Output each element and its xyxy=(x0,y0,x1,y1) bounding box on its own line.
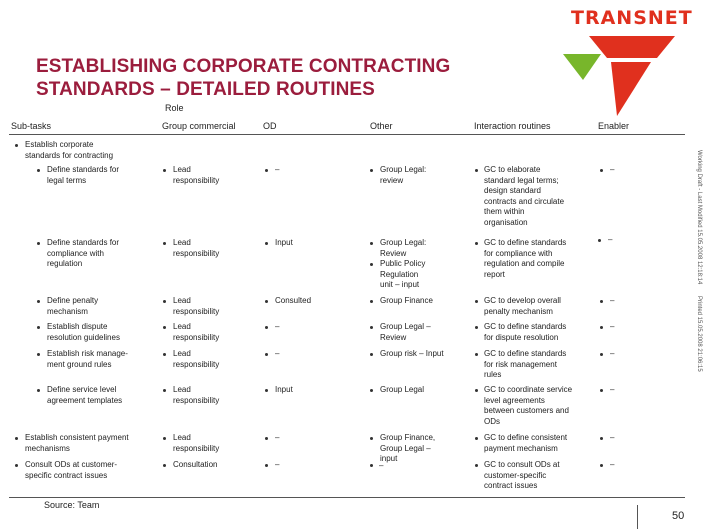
source-note: Source: Team xyxy=(44,500,100,510)
bullet xyxy=(370,300,373,303)
other-cell: Group Finance, Group Legal – input xyxy=(380,433,436,463)
column-header-group-commercial: Group commercial xyxy=(162,121,236,131)
enabler-cell: – xyxy=(610,322,615,331)
bullet xyxy=(15,437,18,440)
footer-vertical-divider xyxy=(637,505,638,529)
bullet xyxy=(37,353,40,356)
role-label: Role xyxy=(165,103,184,113)
enabler-cell: – xyxy=(610,165,615,174)
bullet xyxy=(37,169,40,172)
od-cell: – xyxy=(275,433,280,442)
other-cell: Group Legal xyxy=(380,385,425,394)
od-cell: Consulted xyxy=(275,296,312,305)
od-cell: Input xyxy=(275,385,293,394)
od-cell: – xyxy=(275,349,280,358)
subtask-cell: Establish risk manage- ment ground rules xyxy=(47,349,128,369)
group-commercial-cell: Lead responsibility xyxy=(173,349,220,369)
title-line-1: ESTABLISHING CORPORATE CONTRACTING xyxy=(36,56,451,77)
bullet xyxy=(37,326,40,329)
page-title xyxy=(36,55,450,101)
subtask-cell: Consult ODs at customer- specific contract issues xyxy=(25,460,118,480)
bullet xyxy=(600,300,603,303)
bullet xyxy=(15,144,18,147)
other-cell: Group Legal: Review xyxy=(380,238,427,258)
bullet xyxy=(37,389,40,392)
transnet-logo-wordmark: TRANSNET xyxy=(571,7,693,29)
bullet xyxy=(600,169,603,172)
bullet xyxy=(163,464,166,467)
bullet xyxy=(15,464,18,467)
group-commercial-cell: Lead responsibility xyxy=(173,296,220,316)
bullet xyxy=(475,242,478,245)
group-commercial-cell: Consultation xyxy=(173,460,218,469)
bullet xyxy=(600,326,603,329)
bullet xyxy=(475,353,478,356)
bullet xyxy=(370,353,373,356)
enabler-cell: – xyxy=(610,349,615,358)
bullet xyxy=(600,437,603,440)
bullet xyxy=(265,437,268,440)
other-cell: Group Legal: review xyxy=(380,165,427,185)
subtask-cell: Establish dispute resolution guidelines xyxy=(47,322,120,342)
enabler-cell: – xyxy=(610,433,615,442)
bullet xyxy=(600,389,603,392)
group-commercial-cell: Lead responsibility xyxy=(173,433,220,453)
od-cell: Input xyxy=(275,238,293,247)
bullet xyxy=(265,353,268,356)
bullet xyxy=(370,169,373,172)
other-cell: – xyxy=(379,461,384,470)
bullet xyxy=(163,437,166,440)
bullet xyxy=(265,389,268,392)
column-header-subtasks: Sub-tasks xyxy=(11,121,52,131)
interaction-cell: GC to define consistent payment mechanism xyxy=(484,433,568,453)
bullet xyxy=(475,169,478,172)
column-header-interaction-routines: Interaction routines xyxy=(474,121,551,131)
od-cell: – xyxy=(275,322,280,331)
title-line-2: STANDARDS – DETAILED ROUTINES xyxy=(36,79,375,100)
bullet xyxy=(370,389,373,392)
group-commercial-cell: Lead responsibility xyxy=(173,322,220,342)
bullet xyxy=(37,242,40,245)
other-cell: Group Finance xyxy=(380,296,433,305)
column-header-enabler: Enabler xyxy=(598,121,630,131)
bullet xyxy=(370,242,373,245)
bullet xyxy=(370,464,373,467)
group-commercial-cell: Lead responsibility xyxy=(173,385,220,405)
bullet xyxy=(598,239,601,242)
bullet xyxy=(370,263,373,266)
side-note-printed: Printed 15.05.2008 21:06:15 xyxy=(696,296,702,372)
interaction-cell: GC to coordinate service level agreements between customers and ODs xyxy=(484,385,573,426)
bullet xyxy=(475,437,478,440)
group-commercial-cell: Lead responsibility xyxy=(173,165,220,185)
other-cell: Public Policy Regulation unit – input xyxy=(380,259,426,289)
bullet xyxy=(163,300,166,303)
bullet xyxy=(265,300,268,303)
bullet xyxy=(265,464,268,467)
enabler-cell: – xyxy=(610,296,615,305)
bullet xyxy=(475,300,478,303)
transnet-logo-icon xyxy=(555,36,675,116)
od-cell: – xyxy=(275,460,280,469)
bullet xyxy=(600,464,603,467)
bullet xyxy=(475,464,478,467)
other-cell: Group risk – Input xyxy=(380,349,444,358)
bullet xyxy=(475,389,478,392)
column-header-other: Other xyxy=(370,121,393,131)
other-cell: Group Legal – Review xyxy=(380,322,431,342)
bullet xyxy=(265,326,268,329)
interaction-cell: GC to consult ODs at customer-specific contract issues xyxy=(484,460,560,490)
page-number: 50 xyxy=(672,510,685,522)
bullet xyxy=(475,326,478,329)
column-header-od: OD xyxy=(263,121,277,131)
bullet xyxy=(163,389,166,392)
enabler-cell: – xyxy=(610,385,615,394)
od-cell: – xyxy=(275,165,280,174)
bullet xyxy=(600,353,603,356)
subtask-cell: Establish consistent payment mechanisms xyxy=(25,433,129,453)
bullet xyxy=(163,242,166,245)
footer-divider xyxy=(9,497,685,498)
subtask-cell: Define standards for legal terms xyxy=(47,165,120,185)
bullet xyxy=(37,300,40,303)
interaction-cell: GC to define standards for risk management rules xyxy=(484,349,567,379)
interaction-cell: GC to define standards for dispute resolution xyxy=(484,322,567,342)
group-commercial-cell: Lead responsibility xyxy=(173,238,220,258)
bullet xyxy=(163,353,166,356)
bullet xyxy=(163,326,166,329)
interaction-cell: GC to define standards for compliance with regulation and compile report xyxy=(484,238,567,279)
side-note-working-draft: Working Draft - Last Modified 15.05.2008 12:18:14 xyxy=(696,150,702,285)
bullet xyxy=(163,169,166,172)
interaction-cell: GC to elaborate standard legal terms; design standard contracts and circulate them within organisation xyxy=(484,165,565,227)
bullet xyxy=(265,169,268,172)
bullet xyxy=(370,437,373,440)
interaction-cell: GC to develop overall penalty mechanism xyxy=(484,296,561,316)
subtask-cell: Define penalty mechanism xyxy=(47,296,99,316)
subtask-cell: Define service level agreement templates xyxy=(47,385,123,405)
bullet xyxy=(265,242,268,245)
bullet xyxy=(370,326,373,329)
enabler-cell: – xyxy=(608,235,613,244)
subtask-cell: Define standards for compliance with regulation xyxy=(47,238,120,268)
header-divider xyxy=(9,134,685,135)
enabler-cell: – xyxy=(610,460,615,469)
section-title: Establish corporate standards for contracting xyxy=(25,140,114,160)
